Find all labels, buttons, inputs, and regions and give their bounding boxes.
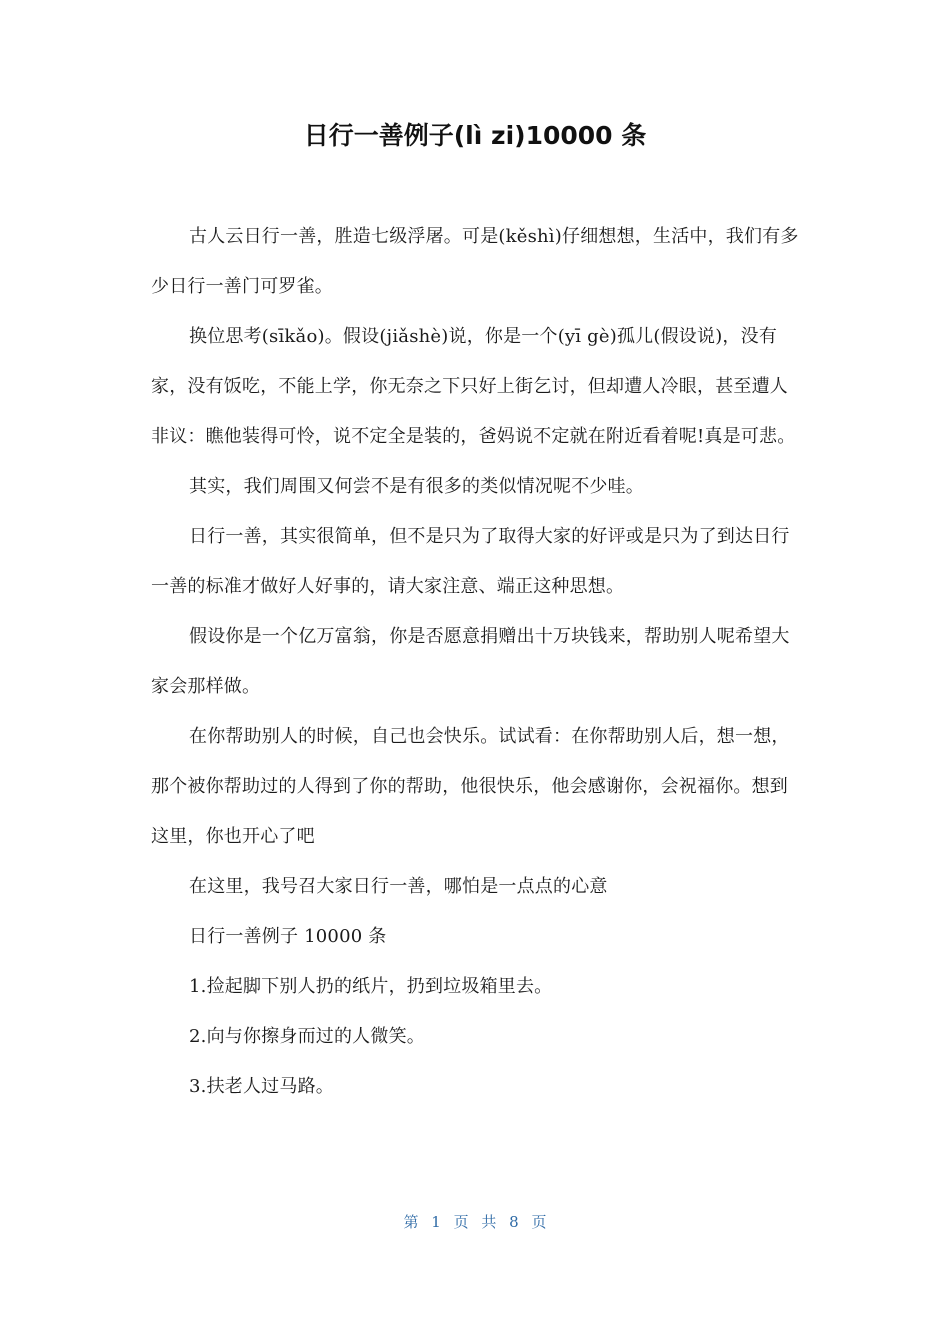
paragraph: 在你帮助别人的时候，自己也会快乐。试试看：在你帮助别人后，想一想，那个被你帮助过的人得到了你的帮助，他很快乐，他会感谢你，会祝福你。想到这里，你也开心了吧 xyxy=(151,726,790,847)
paragraph: 在这里，我号召大家日行一善，哪怕是一点点的心意 xyxy=(189,876,608,897)
paragraph: 换位思考(sīkǎo)。假设(jiǎshè)说，你是一个(yī gè)孤儿(假设说)，没有家，没有饭吃，不能上学，你无奈之下只好上街乞讨，但却遭人冷眼，甚至遭人非议：瞧他装得可怜，说不定全是装的，爸妈说不定就在附近看着呢!真是可悲。 xyxy=(151,326,796,447)
list-heading: 日行一善例子 10000 条 xyxy=(189,926,387,947)
paragraph: 日行一善，其实很简单，但不是只为了取得大家的好评或是只为了到达日行一善的标准才做好人好事的，请大家注意、端正这种思想。 xyxy=(151,526,790,597)
list-item: 2.向与你擦身而过的人微笑。 xyxy=(189,1026,425,1047)
list-item: 1.捡起脚下别人扔的纸片，扔到垃圾箱里去。 xyxy=(189,976,553,997)
paragraph: 其实，我们周围又何尝不是有很多的类似情况呢不少哇。 xyxy=(189,476,644,497)
page-number-footer: 第 1 页 共 8 页 xyxy=(403,1213,547,1231)
paragraph: 古人云日行一善，胜造七级浮屠。可是(kěshì)仔细想想，生活中，我们有多少日行一善门可罗雀。 xyxy=(151,226,799,297)
document-title: 日行一善例子(lì zi)10000 条 xyxy=(303,121,647,150)
document-body xyxy=(151,212,801,1112)
paragraph: 假设你是一个亿万富翁，你是否愿意捐赠出十万块钱来，帮助别人呢希望大家会那样做。 xyxy=(151,626,790,697)
list-item: 3.扶老人过马路。 xyxy=(189,1076,334,1097)
